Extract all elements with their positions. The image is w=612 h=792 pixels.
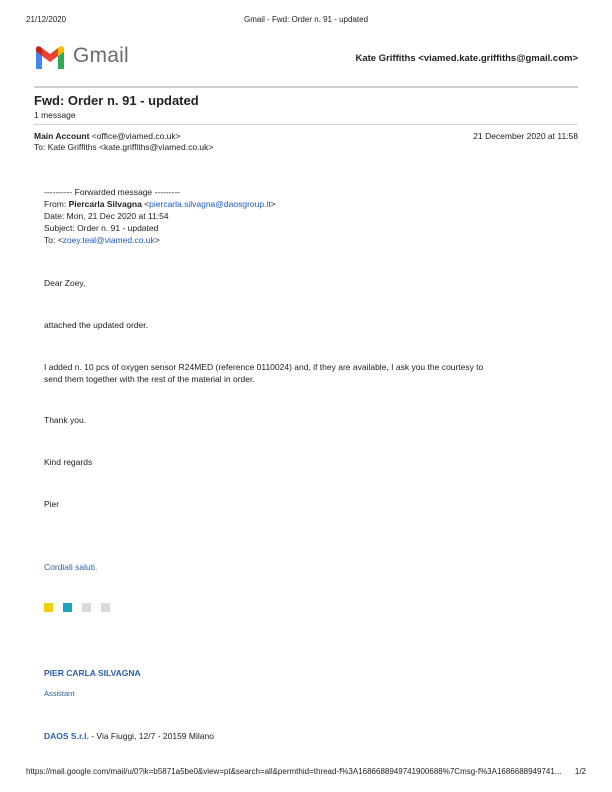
forward-to-label: To: < [44,235,63,245]
message-count: 1 message [34,110,76,120]
account-label: Kate Griffiths <viamed.kate.griffiths@gmail.com> [355,53,578,64]
header-divider [34,86,578,88]
print-date: 21/12/2020 [26,15,67,24]
thread-subject: Fwd: Order n. 91 - updated [34,93,199,108]
forward-from-label: From: [44,199,69,209]
print-footer-url: https://mail.google.com/mail/u/0?ik=b5871a5be0&view=pt&search=all&permthid=thread-f%3A1686688949741900688%7Cmsg-f%3A1686688949741... [26,767,562,776]
thread-divider [34,124,578,125]
print-page-number: 1/2 [574,767,586,776]
signature-square-grey-1 [82,603,91,612]
signature-full-name: PIER CARLA SILVAGNA [44,668,141,678]
forward-from-email-link[interactable]: piercarla.silvagna@daosgroup.it [149,199,271,209]
forward-to [44,235,160,245]
signature-salutation: Cordiali saluti. [44,562,98,572]
forward-date: Date: Mon, 21 Dec 2020 at 11:54 [44,211,169,221]
forward-from [44,199,276,209]
thanks-line: Thank you. [44,415,87,425]
greeting: Dear Zoey, [44,278,86,288]
signature-company: DAOS S.r.l. [44,731,89,741]
forward-to-close: > [154,235,160,245]
signature-company-line [44,731,214,741]
gmail-logo-icon [34,45,66,69]
message-date: 21 December 2020 at 11:58 [473,131,578,141]
print-title: Gmail - Fwd: Order n. 91 - updated [243,15,369,24]
forward-to-email-link[interactable]: zoey.teal@viamed.co.uk [62,235,155,245]
signature-square-yellow [44,603,53,612]
signature-square-grey-2 [101,603,110,612]
forward-from-open: < [141,199,150,209]
sender-name: Main Account [34,131,90,141]
forward-from-name: Piercarla Silvagna [68,199,142,209]
body-paragraph-2-line-2: send them together with the rest of the material in order. [44,374,255,384]
closing-line: Kind regards [44,457,93,467]
body-paragraph-2-line-1: I added n. 10 pcs of oxygen sensor R24MED (reference 0110024) and, if they are available, I ask you the courtesy to [44,362,484,372]
signature-role: Assistant [44,689,75,698]
forward-from-close: > [270,199,276,209]
forward-separator: ---------- Forwarded message --------- [44,187,180,197]
recipient-line: To: Kate Griffiths <kate.griffiths@viamed.co.uk> [34,142,214,152]
body-paragraph-1: attached the updated order. [44,320,148,330]
gmail-wordmark: Gmail [73,44,129,67]
sender-line [34,131,181,141]
signature-square-teal [63,603,72,612]
sender-email: <office@viamed.co.uk> [91,131,181,141]
sender-first-name: Pier [44,499,60,509]
signature-address: - Via Fiuggi, 12/7 - 20159 Milano [88,731,214,741]
forward-subject: Subject: Order n. 91 - updated [44,223,159,233]
